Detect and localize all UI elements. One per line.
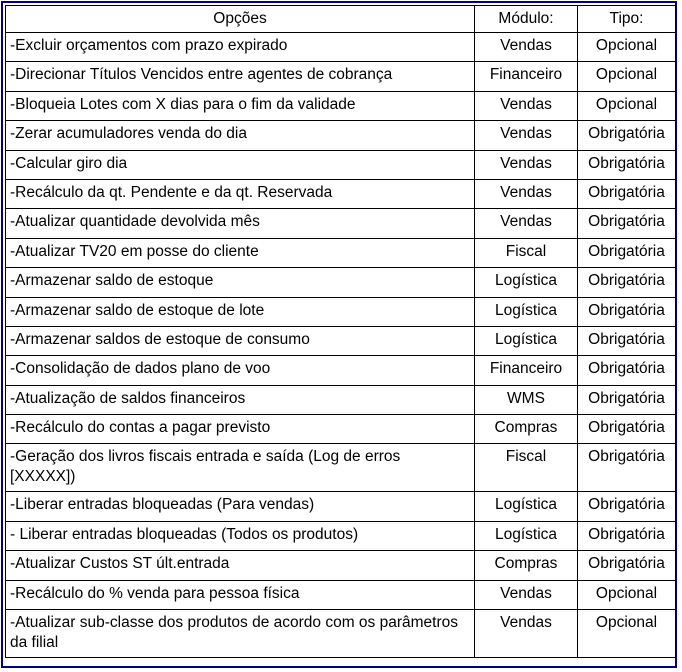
cell-tipo: Obrigatória	[578, 492, 676, 521]
table-row	[6, 121, 676, 150]
cell-modulo: Vendas	[475, 610, 578, 658]
cell-modulo: Vendas	[475, 91, 578, 120]
cell-modulo: Vendas	[475, 580, 578, 609]
table-body	[6, 33, 676, 658]
cell-modulo: Fiscal	[475, 444, 578, 492]
cell-opcao: -Zerar acumuladores venda do dia	[6, 121, 475, 150]
cell-opcao: -Armazenar saldo de estoque de lote	[6, 297, 475, 326]
table-row	[6, 521, 676, 550]
cell-tipo: Obrigatória	[578, 268, 676, 297]
cell-opcao: -Atualizar sub-classe dos produtos de acordo com os parâmetros da filial	[6, 610, 475, 658]
table-row	[6, 610, 676, 658]
cell-opcao: -Recálculo da qt. Pendente e da qt. Reservada	[6, 179, 475, 208]
cell-modulo: Fiscal	[475, 238, 578, 267]
table-row	[6, 492, 676, 521]
cell-opcao: -Atualizar Custos ST últ.entrada	[6, 551, 475, 580]
cell-opcao: -Recálculo do % venda para pessoa física	[6, 580, 475, 609]
cell-opcao: -Atualizar TV20 em posse do cliente	[6, 238, 475, 267]
cell-tipo: Obrigatória	[578, 179, 676, 208]
cell-tipo: Opcional	[578, 580, 676, 609]
cell-modulo: Compras	[475, 415, 578, 444]
cell-modulo: Logística	[475, 492, 578, 521]
cell-opcao: -Atualização de saldos financeiros	[6, 385, 475, 414]
cell-modulo: Logística	[475, 297, 578, 326]
cell-tipo: Obrigatória	[578, 209, 676, 238]
cell-modulo: Vendas	[475, 33, 578, 62]
table-row	[6, 91, 676, 120]
cell-tipo: Obrigatória	[578, 444, 676, 492]
table-row	[6, 268, 676, 297]
table-row	[6, 33, 676, 62]
cell-opcao: -Calcular giro dia	[6, 150, 475, 179]
cell-modulo: Compras	[475, 551, 578, 580]
table-header-row	[6, 6, 676, 33]
cell-opcao: -Consolidação de dados plano de voo	[6, 356, 475, 385]
cell-modulo: Logística	[475, 268, 578, 297]
cell-opcao: -Geração dos livros fiscais entrada e saída (Log de erros [XXXXX])	[6, 444, 475, 492]
cell-modulo: Logística	[475, 326, 578, 355]
table-row	[6, 209, 676, 238]
cell-opcao: -Armazenar saldo de estoque	[6, 268, 475, 297]
cell-tipo: Opcional	[578, 62, 676, 91]
cell-tipo: Obrigatória	[578, 385, 676, 414]
cell-modulo: Vendas	[475, 150, 578, 179]
cell-opcao: -Atualizar quantidade devolvida mês	[6, 209, 475, 238]
cell-opcao: -Recálculo do contas a pagar previsto	[6, 415, 475, 444]
cell-opcao: -Liberar entradas bloqueadas (Para vendas)	[6, 492, 475, 521]
cell-opcao: -Bloqueia Lotes com X dias para o fim da validade	[6, 91, 475, 120]
table-row	[6, 415, 676, 444]
cell-opcao: - Liberar entradas bloqueadas (Todos os produtos)	[6, 521, 475, 550]
table-row	[6, 297, 676, 326]
table-row	[6, 580, 676, 609]
cell-modulo: WMS	[475, 385, 578, 414]
cell-opcao: -Armazenar saldos de estoque de consumo	[6, 326, 475, 355]
header-modulo: Módulo:	[475, 6, 578, 33]
cell-tipo: Obrigatória	[578, 121, 676, 150]
cell-modulo: Financeiro	[475, 62, 578, 91]
cell-tipo: Obrigatória	[578, 238, 676, 267]
cell-tipo: Obrigatória	[578, 150, 676, 179]
cell-modulo: Vendas	[475, 209, 578, 238]
table-row	[6, 551, 676, 580]
cell-tipo: Obrigatória	[578, 356, 676, 385]
table-row	[6, 62, 676, 91]
cell-modulo: Financeiro	[475, 356, 578, 385]
cell-tipo: Obrigatória	[578, 551, 676, 580]
options-table-frame	[1, 1, 677, 668]
cell-tipo: Opcional	[578, 91, 676, 120]
table-row	[6, 444, 676, 492]
cell-tipo: Opcional	[578, 33, 676, 62]
cell-modulo: Logística	[475, 521, 578, 550]
cell-tipo: Obrigatória	[578, 326, 676, 355]
table-row	[6, 385, 676, 414]
cell-opcao: -Direcionar Títulos Vencidos entre agentes de cobrança	[6, 62, 475, 91]
cell-modulo: Vendas	[475, 121, 578, 150]
cell-tipo: Obrigatória	[578, 297, 676, 326]
header-tipo: Tipo:	[578, 6, 676, 33]
options-table	[5, 5, 676, 658]
table-row	[6, 356, 676, 385]
cell-tipo: Obrigatória	[578, 521, 676, 550]
cell-tipo: Obrigatória	[578, 415, 676, 444]
cell-tipo: Opcional	[578, 610, 676, 658]
table-row	[6, 150, 676, 179]
header-opcoes: Opções	[6, 6, 475, 33]
table-row	[6, 238, 676, 267]
table-row	[6, 326, 676, 355]
cell-modulo: Vendas	[475, 179, 578, 208]
table-row	[6, 179, 676, 208]
cell-opcao: -Excluir orçamentos com prazo expirado	[6, 33, 475, 62]
